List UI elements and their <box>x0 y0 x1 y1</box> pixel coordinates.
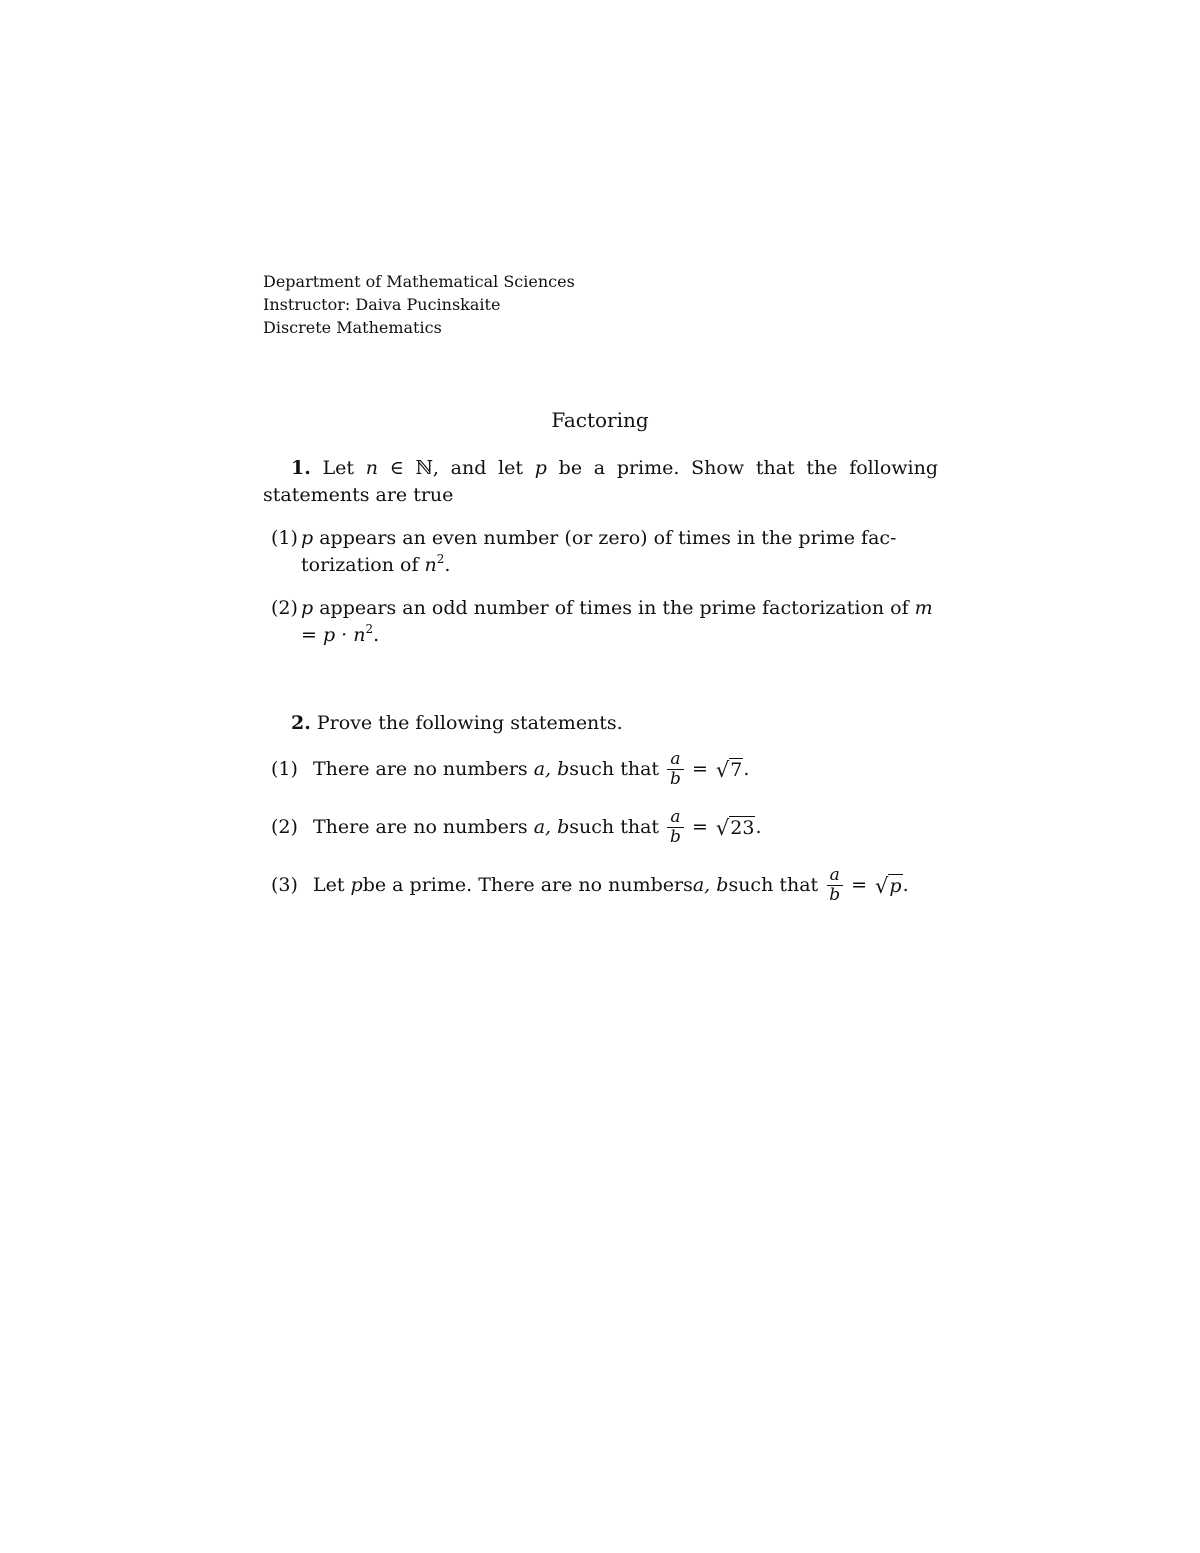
square-root <box>716 758 743 781</box>
denominator: b <box>670 768 681 789</box>
math-expr: n <box>424 554 437 576</box>
radicand: p <box>889 874 902 897</box>
item-text: There are no numbers <box>313 757 528 780</box>
item-line <box>313 863 938 907</box>
math-vars: a, b <box>533 757 570 780</box>
math-vars: a, b <box>533 815 570 838</box>
math-var: p <box>301 597 314 619</box>
math-var: p <box>301 527 314 549</box>
item-line <box>313 747 938 791</box>
exponent: 2 <box>365 622 374 636</box>
problem-1 <box>263 455 938 649</box>
problem-2-item-2 <box>263 805 938 849</box>
equals-sign: = <box>851 873 867 896</box>
item-label: (1) <box>271 758 298 780</box>
problem-2-item-1 <box>263 747 938 791</box>
statement-text: be a prime. Show that the following statements are true <box>263 457 938 506</box>
math-var: p <box>350 873 363 896</box>
radical-sign: √ <box>715 757 730 782</box>
denominator: b <box>829 884 841 905</box>
problem-2-item-3 <box>263 863 938 907</box>
item-end: . <box>743 757 750 780</box>
item-text: be a prime. There are no numbers <box>362 873 693 896</box>
exponent: 2 <box>436 552 445 566</box>
instructor-line: Instructor: Daiva Pucinskaite <box>263 295 501 314</box>
document-header <box>263 270 575 339</box>
fraction <box>826 866 843 905</box>
denominator: b <box>670 826 681 847</box>
square-root <box>875 874 903 897</box>
math-vars: a, b <box>692 873 729 896</box>
math-symbol: ∈ ℕ <box>378 457 433 479</box>
numerator: a <box>667 750 683 770</box>
item-label: (2) <box>271 816 298 838</box>
item-end: . <box>373 624 380 646</box>
item-end: . <box>755 815 762 838</box>
statement-text: Let <box>322 457 366 479</box>
radicand: 7 <box>730 758 743 781</box>
problem-number: 2. <box>291 712 311 734</box>
course-line: Discrete Mathematics <box>263 318 442 337</box>
radicand: 23 <box>730 816 755 839</box>
fraction <box>667 750 684 789</box>
numerator: a <box>827 866 843 886</box>
item-text: Let <box>313 873 345 896</box>
item-label: (2) <box>271 597 298 619</box>
equals-sign: = <box>691 815 708 838</box>
math-var: n <box>365 457 379 479</box>
item-label: (3) <box>271 874 298 896</box>
square-root <box>716 816 756 839</box>
item-text: such that <box>569 815 660 838</box>
math-expr: m = p · n <box>301 597 933 646</box>
item-text: appears an even number (or zero) of times in the prime fac-torization of <box>301 527 897 576</box>
problem-1-statement <box>263 455 938 509</box>
problem-1-item-2 <box>263 595 938 649</box>
item-text: such that <box>728 873 819 896</box>
radical-sign: √ <box>875 873 889 898</box>
item-end: . <box>444 554 451 576</box>
item-text: such that <box>569 757 660 780</box>
problem-2-statement <box>263 710 938 737</box>
item-text: There are no numbers <box>313 815 528 838</box>
problem-1-item-1 <box>263 525 938 579</box>
statement-text: Prove the following statements. <box>310 712 623 734</box>
item-label: (1) <box>271 527 298 549</box>
item-line <box>313 805 938 849</box>
item-text: appears an odd number of times in the prime factorization of <box>313 597 915 619</box>
equals-sign: = <box>691 757 708 780</box>
problem-2 <box>263 710 938 907</box>
item-end: . <box>902 873 909 896</box>
problem-number: 1. <box>291 457 311 479</box>
math-var: p <box>534 457 547 479</box>
page-title: Factoring <box>551 408 649 432</box>
department-line: Department of Mathematical Sciences <box>263 272 575 291</box>
statement-text: , and let <box>432 457 535 479</box>
fraction <box>667 808 684 847</box>
numerator: a <box>667 808 683 828</box>
radical-sign: √ <box>715 815 730 840</box>
